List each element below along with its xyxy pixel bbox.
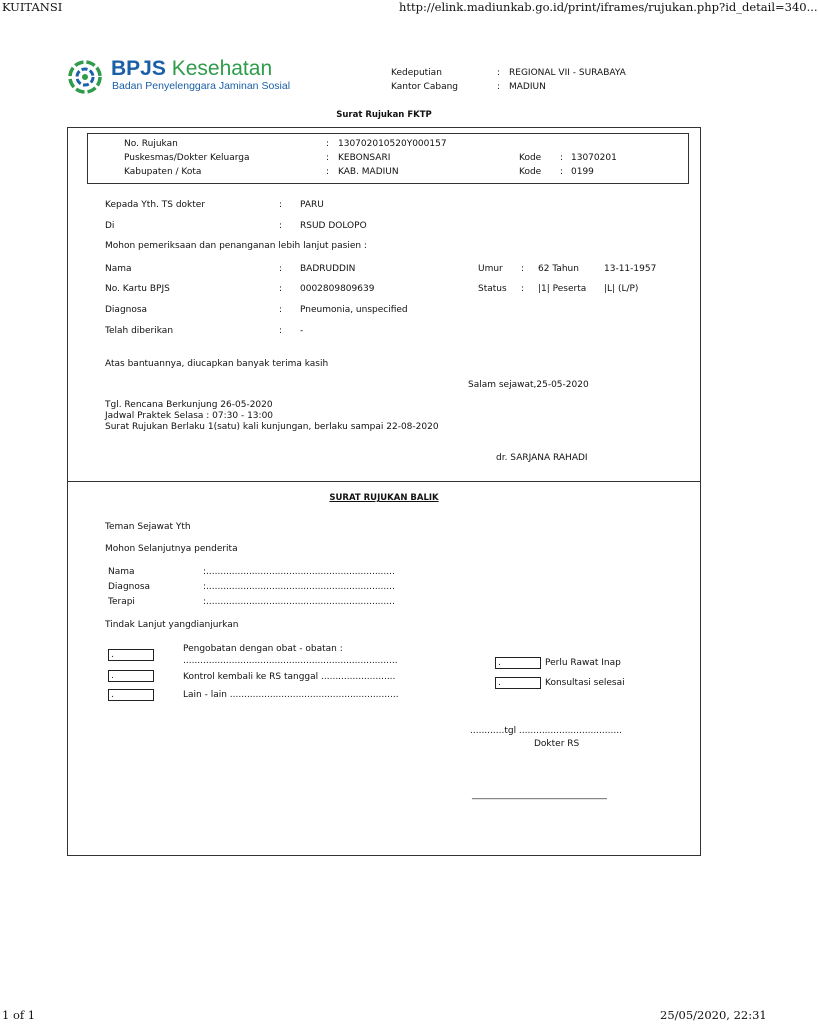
kantor-cabang-value: MADIUN	[509, 82, 546, 92]
logo-brand-suffix: Kesehatan	[171, 57, 273, 80]
colon: :	[279, 221, 283, 231]
rawat-inap-label: Perlu Rawat Inap	[545, 658, 621, 668]
kartu-label: No. Kartu BPJS	[105, 284, 170, 294]
diberikan-value: -	[300, 326, 304, 336]
colon: :	[497, 82, 501, 92]
colon: :	[560, 153, 564, 163]
balik-terapi-label: Terapi	[108, 597, 135, 607]
kedeputian-value: REGIONAL VII - SURABAYA	[509, 68, 626, 78]
diagnosa-label: Diagnosa	[105, 305, 148, 315]
colon: :	[279, 326, 283, 336]
no-rujukan-value: 130702010520Y000157	[338, 139, 447, 149]
konsultasi-checkbox[interactable]: .	[495, 677, 541, 689]
tgl-field: ............tgl ....................................	[470, 726, 622, 736]
section-divider	[67, 481, 701, 482]
kode-puskesmas-value: 13070201	[571, 153, 617, 163]
document-title: Surat Rujukan FKTP	[336, 110, 432, 120]
kabupaten-value: KAB. MADIUN	[338, 167, 399, 177]
pengobatan-label: Pengobatan dengan obat - obatan :	[183, 644, 343, 654]
document-frame	[67, 127, 701, 856]
kantor-cabang-label: Kantor Cabang	[391, 82, 459, 92]
kode-label: Kode	[519, 167, 542, 177]
print-datetime: 25/05/2020, 22:31	[660, 1008, 767, 1022]
nama-value: BADRUDDIN	[300, 264, 356, 274]
tindak-text: Tindak Lanjut yangdianjurkan	[105, 620, 239, 630]
puskesmas-label: Puskesmas/Dokter Keluarga	[124, 153, 250, 163]
kode-kabupaten-value: 0199	[571, 167, 594, 177]
bpjs-logo-icon	[68, 60, 102, 94]
teman-text: Teman Sejawat Yth	[105, 522, 191, 532]
balik-terapi-field: :..................................................................	[203, 597, 395, 607]
nama-label: Nama	[105, 264, 132, 274]
colon: :	[279, 284, 283, 294]
status-label: Status	[478, 284, 507, 294]
pengobatan-checkbox[interactable]: .	[108, 649, 154, 661]
rencana-text: Tgl. Rencana Berkunjung 26-05-2020	[105, 400, 273, 410]
colon: :	[521, 264, 525, 274]
kode-label: Kode	[519, 153, 542, 163]
balik-title: SURAT RUJUKAN BALIK	[329, 493, 439, 503]
balik-nama-field: :..................................................................	[203, 567, 395, 577]
colon: :	[279, 264, 283, 274]
di-label: Di	[105, 221, 115, 231]
intro-text: Mohon pemeriksaan dan penanganan lebih lanjut pasien :	[105, 241, 367, 251]
logo-tagline: Badan Penyelenggara Jaminan Sosial	[112, 80, 291, 92]
balik-diagnosa-field: :..................................................................	[203, 582, 395, 592]
status-value: |1| Peserta	[538, 284, 587, 294]
page-title: KUITANSI	[2, 0, 63, 14]
umur-label: Umur	[478, 264, 503, 274]
kepada-label: Kepada Yth. TS dokter	[105, 200, 206, 210]
page-number: 1 of 1	[2, 1008, 36, 1022]
colon: :	[326, 153, 330, 163]
dokter-rs-label: Dokter RS	[534, 739, 580, 749]
no-rujukan-label: No. Rujukan	[124, 139, 178, 149]
gender-value: |L| (L/P)	[604, 284, 639, 294]
kepada-value: PARU	[300, 200, 324, 210]
logo-title	[111, 57, 272, 81]
balik-nama-label: Nama	[108, 567, 135, 577]
colon: :	[279, 200, 283, 210]
colon: :	[279, 305, 283, 315]
dokter-name: dr. SARJANA RAHADI	[496, 453, 588, 463]
puskesmas-value: KEBONSARI	[338, 153, 391, 163]
diberikan-label: Telah diberikan	[105, 326, 174, 336]
colon: :	[497, 68, 501, 78]
signature-line: ______________________________	[472, 790, 607, 800]
colon: :	[326, 167, 330, 177]
page-url: http://elink.madiunkab.go.id/print/iframes/rujukan.php?id_detail=340...	[399, 0, 818, 14]
lain-label: Lain - lain ...........................................................	[183, 690, 399, 700]
colon: :	[521, 284, 525, 294]
lain-checkbox[interactable]: .	[108, 689, 154, 701]
kontrol-checkbox[interactable]: .	[108, 670, 154, 682]
diagnosa-value: Pneumonia, unspecified	[300, 305, 408, 315]
balik-diagnosa-label: Diagnosa	[108, 582, 151, 592]
pengobatan-dots: ...........................................................................	[183, 656, 398, 666]
dob-value: 13-11-1957	[604, 264, 657, 274]
jadwal-text: Jadwal Praktek Selasa : 07:30 - 13:00	[105, 411, 274, 421]
kedeputian-label: Kedeputian	[391, 68, 442, 78]
konsultasi-label: Konsultasi selesai	[545, 678, 625, 688]
thanks-text: Atas bantuannya, diucapkan banyak terima kasih	[105, 359, 329, 369]
kartu-value: 0002809809639	[300, 284, 375, 294]
mohon-text: Mohon Selanjutnya penderita	[105, 544, 238, 554]
di-value: RSUD DOLOPO	[300, 221, 367, 231]
salam-text: Salam sejawat,25-05-2020	[468, 380, 589, 390]
berlaku-text: Surat Rujukan Berlaku 1(satu) kali kunjungan, berlaku sampai 22-08-2020	[105, 422, 439, 432]
kabupaten-label: Kabupaten / Kota	[124, 167, 202, 177]
logo-brand: BPJS	[111, 57, 166, 80]
kontrol-label: Kontrol kembali ke RS tanggal ..........................	[183, 672, 396, 682]
umur-value: 62 Tahun	[538, 264, 579, 274]
colon: :	[560, 167, 564, 177]
colon: :	[326, 139, 330, 149]
rawat-inap-checkbox[interactable]: .	[495, 657, 541, 669]
